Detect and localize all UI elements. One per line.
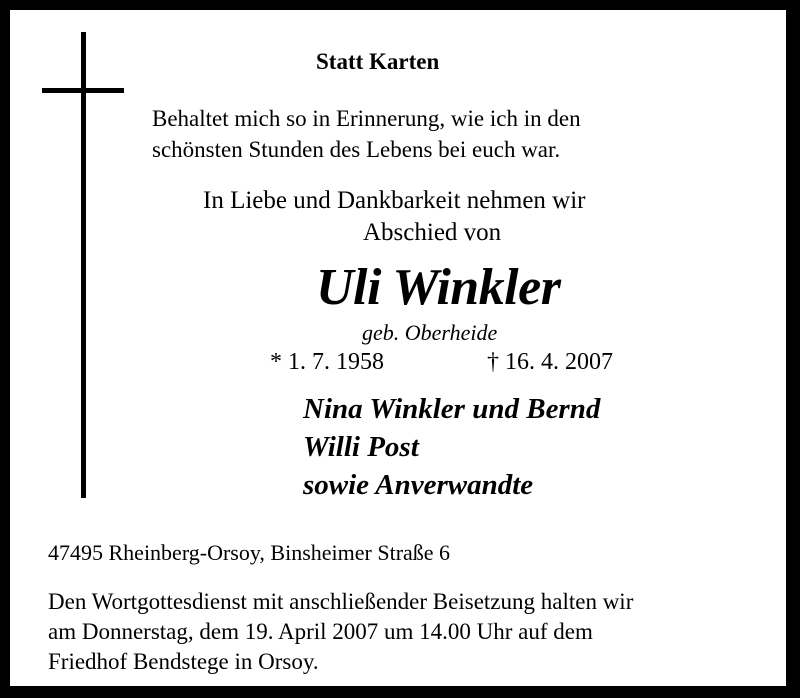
death-date: † 16. 4. 2007	[487, 349, 613, 375]
service-line-2: am Donnerstag, dem 19. April 2007 um 14.00 Uhr auf dem	[48, 619, 593, 644]
mourner-line-3: sowie Anverwandte	[303, 469, 534, 501]
birth-name: geb. Oberheide	[362, 320, 498, 345]
birth-date: * 1. 7. 1958	[270, 349, 384, 375]
service-line-3: Friedhof Bendstege in Orsoy.	[48, 649, 319, 674]
quote-line-2: schönsten Stunden des Lebens bei euch war.	[152, 137, 561, 162]
intro-line-1: In Liebe und Dankbarkeit nehmen wir	[203, 187, 586, 214]
mourner-line-2: Willi Post	[303, 431, 419, 463]
mourner-line-1: Nina Winkler und Bernd	[303, 393, 601, 425]
deceased-name: Uli Winkler	[316, 259, 561, 316]
quote-line-1: Behaltet mich so in Erinnerung, wie ich in den	[152, 106, 581, 131]
address: 47495 Rheinberg-Orsoy, Binsheimer Straße 6	[48, 540, 451, 565]
cross-horizontal-bar	[42, 88, 124, 93]
intro-line-2: Abschied von	[363, 219, 502, 246]
cross-vertical-bar	[81, 32, 86, 498]
service-line-1: Den Wortgottesdienst mit anschließender Beisetzung halten wir	[48, 589, 634, 614]
heading: Statt Karten	[316, 49, 440, 74]
